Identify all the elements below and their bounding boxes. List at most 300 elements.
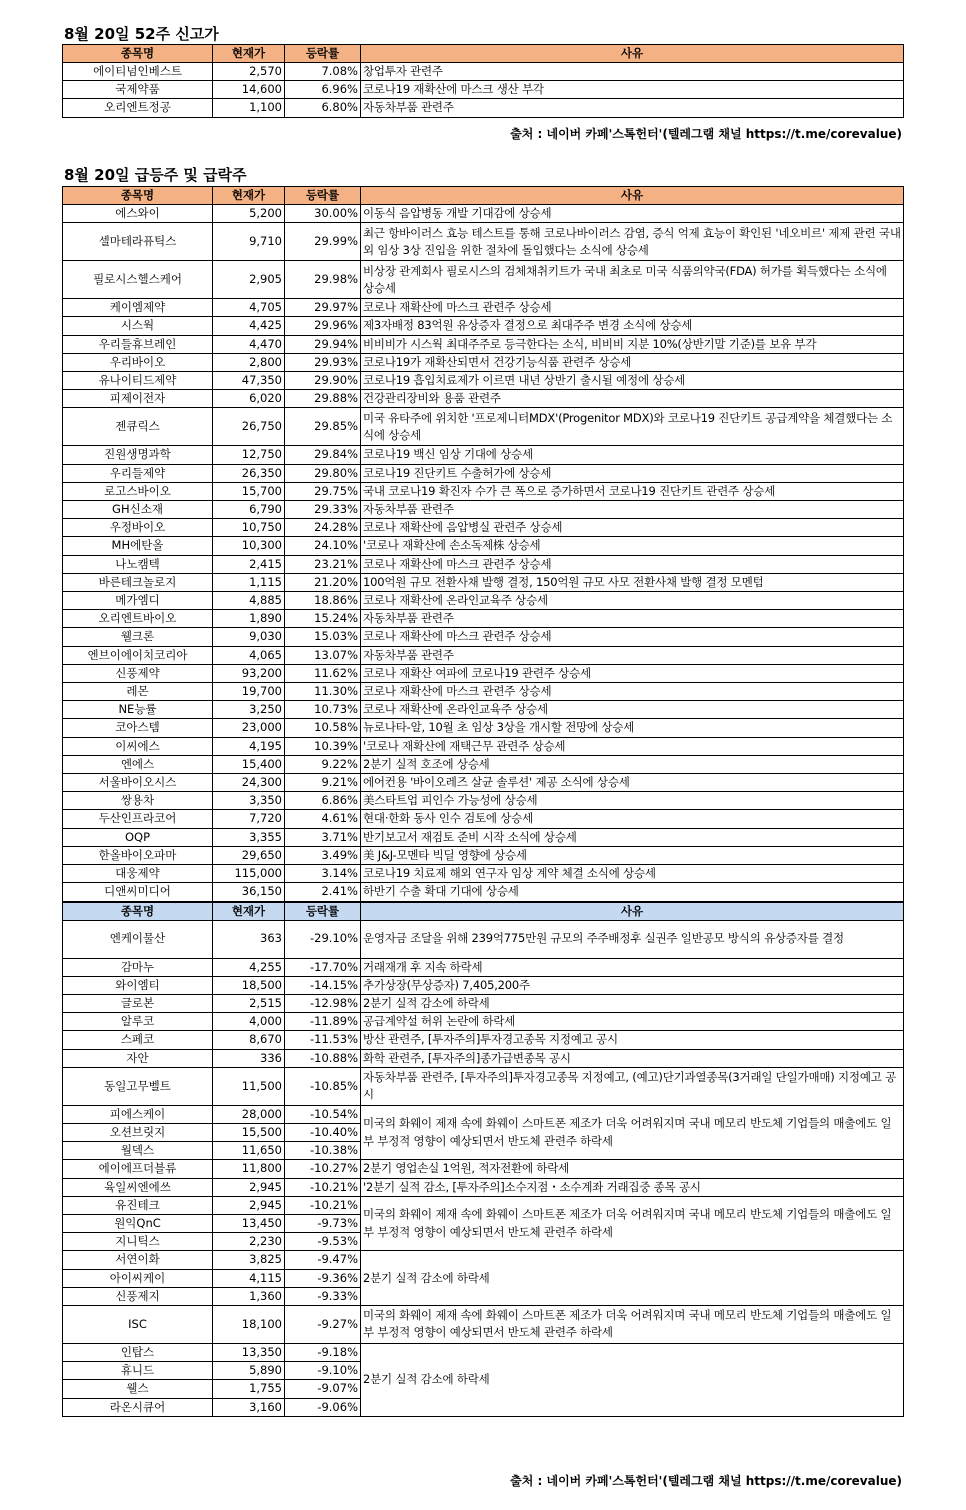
stock-name: 알루코 xyxy=(63,1013,213,1031)
table-row xyxy=(63,519,904,537)
new-high-table xyxy=(62,44,904,118)
stock-name: 서연이화 xyxy=(63,1251,213,1269)
stock-price: 115,000 xyxy=(213,865,285,883)
stock-price: 1,755 xyxy=(213,1380,285,1398)
stock-reason: 비비비가 시스웍 최대주주로 등극한다는 소식, 비비비 지분 10%(상반기말 기준)를 보유 부각 xyxy=(361,335,904,353)
stock-name: 엔브이에이치코리아 xyxy=(63,646,213,664)
stock-price: 29,650 xyxy=(213,846,285,864)
stock-name: 로고스바이오 xyxy=(63,482,213,500)
col-header-name: 종목명 xyxy=(63,45,213,63)
stock-rate: 9.21% xyxy=(285,774,361,792)
stock-reason: 자동차부품 관련주, [투자주의]투자경고종목 지정예고, (예고)단기과열종목(3거래일 단일가매매) 지정예고 공시 xyxy=(361,1067,904,1105)
stock-price: 4,000 xyxy=(213,1013,285,1031)
stock-reason: 코로나 재확산에 온라인교육주 상승세 xyxy=(361,592,904,610)
stock-price: 12,750 xyxy=(213,446,285,464)
stock-rate: 24.10% xyxy=(285,537,361,555)
stock-name: ISC xyxy=(63,1305,213,1343)
stock-reason: 추가상장(무상증자) 7,405,200주 xyxy=(361,976,904,994)
stock-name: 코아스템 xyxy=(63,719,213,737)
table-row xyxy=(63,335,904,353)
stock-name: 신풍제지 xyxy=(63,1287,213,1305)
stock-reason: '코로나 재확산에 손소독제株 상승세 xyxy=(361,537,904,555)
stock-name: 두산인프라코어 xyxy=(63,810,213,828)
col-header-price: 현재가 xyxy=(213,902,285,921)
table-row xyxy=(63,223,904,261)
stock-rate: -9.53% xyxy=(285,1233,361,1251)
stock-reason: 방산 관련주, [투자주의]투자경고종목 지정예고 공시 xyxy=(361,1031,904,1049)
stock-reason: 2분기 실적 호조에 상승세 xyxy=(361,755,904,773)
table-row xyxy=(63,994,904,1012)
table-row xyxy=(63,501,904,519)
stock-price: 14,600 xyxy=(213,81,285,99)
stock-price: 93,200 xyxy=(213,664,285,682)
stock-price: 47,350 xyxy=(213,372,285,390)
stock-name: 시스웍 xyxy=(63,317,213,335)
stock-reason: 자동차부품 관련주 xyxy=(361,501,904,519)
stock-name: 셀마테라퓨틱스 xyxy=(63,223,213,261)
table-row xyxy=(63,719,904,737)
stock-name: 이씨에스 xyxy=(63,737,213,755)
table-row xyxy=(63,755,904,773)
stock-rate: 3.14% xyxy=(285,865,361,883)
table-row xyxy=(63,408,904,446)
stock-rate: 9.22% xyxy=(285,755,361,773)
stock-price: 4,705 xyxy=(213,299,285,317)
stock-price: 28,000 xyxy=(213,1105,285,1123)
stock-price: 363 xyxy=(213,920,285,958)
table-row xyxy=(63,1160,904,1178)
stock-price: 6,020 xyxy=(213,390,285,408)
stock-price: 15,500 xyxy=(213,1123,285,1141)
stock-reason: 최근 항바이러스 효능 테스트를 통해 코로나바이러스 감염, 증식 억제 효능이 확인된 '네오비르' 제제 관련 국내외 임상 3상 진입을 위한 절차에 돌입했다는 소식에 상승세 xyxy=(361,223,904,261)
stock-price: 15,700 xyxy=(213,482,285,500)
stock-rate: -10.21% xyxy=(285,1178,361,1196)
stock-reason: 화학 관련주, [투자주의]종가급변종목 공시 xyxy=(361,1049,904,1067)
stock-name: 오션브릿지 xyxy=(63,1123,213,1141)
stock-rate: 29.98% xyxy=(285,261,361,299)
stock-name: 레몬 xyxy=(63,683,213,701)
stock-price: 26,350 xyxy=(213,464,285,482)
stock-price: 2,905 xyxy=(213,261,285,299)
stock-name: 오리엔트바이오 xyxy=(63,610,213,628)
table-row xyxy=(63,299,904,317)
stock-price: 18,500 xyxy=(213,976,285,994)
table-row xyxy=(63,792,904,810)
stock-reason: 코로나19 흡입치료제가 이르면 내년 상반기 출시될 예정에 상승세 xyxy=(361,372,904,390)
stock-name: 서울바이오시스 xyxy=(63,774,213,792)
table-row xyxy=(63,976,904,994)
stock-name: 에이티넘인베스트 xyxy=(63,63,213,81)
stock-name: 웰스 xyxy=(63,1380,213,1398)
stock-name: 우리들제약 xyxy=(63,464,213,482)
stock-price: 2,945 xyxy=(213,1178,285,1196)
table-row xyxy=(63,828,904,846)
stock-rate: -9.36% xyxy=(285,1269,361,1287)
stock-rate: -29.10% xyxy=(285,920,361,958)
stock-rate: 21.20% xyxy=(285,573,361,591)
stock-name: 진원생명과학 xyxy=(63,446,213,464)
stock-price: 11,650 xyxy=(213,1142,285,1160)
table-row xyxy=(63,1196,904,1214)
stock-name: 휴니드 xyxy=(63,1362,213,1380)
table-row xyxy=(63,737,904,755)
col-header-rate: 등락률 xyxy=(285,45,361,63)
stock-price: 4,470 xyxy=(213,335,285,353)
stock-name: 월덱스 xyxy=(63,1142,213,1160)
table-row xyxy=(63,317,904,335)
stock-reason: '코로나 재확산에 재택근무 관련주 상승세 xyxy=(361,737,904,755)
stock-rate: 11.62% xyxy=(285,664,361,682)
stock-rate: 13.07% xyxy=(285,646,361,664)
stock-reason: 제3자배정 83억원 유상증자 결정으로 최대주주 변경 소식에 상승세 xyxy=(361,317,904,335)
stock-name: 국제약품 xyxy=(63,81,213,99)
col-header-price: 현재가 xyxy=(213,45,285,63)
stock-rate: 29.80% xyxy=(285,464,361,482)
stock-price: 3,350 xyxy=(213,792,285,810)
stock-price: 9,030 xyxy=(213,628,285,646)
stock-name: 쌍용차 xyxy=(63,792,213,810)
table-row xyxy=(63,1067,904,1105)
stock-rate: 10.73% xyxy=(285,701,361,719)
stock-rate: 30.00% xyxy=(285,205,361,223)
stock-price: 36,150 xyxy=(213,883,285,902)
stock-price: 19,700 xyxy=(213,683,285,701)
table-row xyxy=(63,537,904,555)
table-row xyxy=(63,774,904,792)
table-row xyxy=(63,1105,904,1123)
stock-price: 5,890 xyxy=(213,1362,285,1380)
stock-reason: 코로나 재확산에 온라인교육주 상승세 xyxy=(361,701,904,719)
stock-price: 9,710 xyxy=(213,223,285,261)
stock-rate: 29.85% xyxy=(285,408,361,446)
stock-name: 대웅제약 xyxy=(63,865,213,883)
stock-price: 1,890 xyxy=(213,610,285,628)
stock-name: NE능률 xyxy=(63,701,213,719)
stock-price: 3,250 xyxy=(213,701,285,719)
stock-reason: '2분기 실적 감소, [투자주의]소수지점・소수계좌 거래집중 종목 공시 xyxy=(361,1178,904,1196)
table-row xyxy=(63,482,904,500)
table-row xyxy=(63,646,904,664)
stock-reason: 미국의 화웨이 제재 속에 화웨이 스마트폰 제조가 더욱 어려워지며 국내 메모리 반도체 기업들의 매출에도 일부 부정적 영향이 예상되면서 반도체 관련주 하락세 xyxy=(361,1105,904,1160)
stock-name: MH에탄올 xyxy=(63,537,213,555)
stock-reason: 미국의 화웨이 제재 속에 화웨이 스마트폰 제조가 더욱 어려워지며 국내 메모리 반도체 기업들의 매출에도 일부 부정적 영향이 예상되면서 반도체 관련주 하락세 xyxy=(361,1196,904,1251)
stock-reason: 미국의 화웨이 제재 속에 화웨이 스마트폰 제조가 더욱 어려워지며 국내 메모리 반도체 기업들의 매출에도 일부 부정적 영향이 예상되면서 반도체 관련주 하락세 xyxy=(361,1305,904,1343)
table-row xyxy=(63,592,904,610)
stock-name: 우정바이오 xyxy=(63,519,213,537)
table-row xyxy=(63,81,904,99)
stock-rate: -11.53% xyxy=(285,1031,361,1049)
stock-rate: -11.89% xyxy=(285,1013,361,1031)
table-row xyxy=(63,610,904,628)
source-note-2: 출처 : 네이버 카페'스톡헌터'(텔레그램 채널 https://t.me/corevalue) xyxy=(510,1474,902,1488)
table-row xyxy=(63,261,904,299)
stock-rate: -9.10% xyxy=(285,1362,361,1380)
stock-reason: 공급계약설 허위 논란에 하락세 xyxy=(361,1013,904,1031)
stock-name: 오리엔트정공 xyxy=(63,99,213,117)
stock-rate: -10.38% xyxy=(285,1142,361,1160)
stock-price: 7,720 xyxy=(213,810,285,828)
stock-rate: 2.41% xyxy=(285,883,361,902)
table-row xyxy=(63,205,904,223)
table-row xyxy=(63,555,904,573)
table-row xyxy=(63,701,904,719)
stock-rate: 6.80% xyxy=(285,99,361,117)
table-row xyxy=(63,1251,904,1269)
stock-rate: 29.33% xyxy=(285,501,361,519)
stock-name: 우리바이오 xyxy=(63,353,213,371)
stock-name: 엔에스 xyxy=(63,755,213,773)
stock-price: 3,160 xyxy=(213,1398,285,1416)
stock-reason: 코로나 재확산에 마스크 관련주 상승세 xyxy=(361,628,904,646)
stock-price: 4,255 xyxy=(213,958,285,976)
stock-reason: 코로나19 치료제 해외 연구자 임상 계약 체결 소식에 상승세 xyxy=(361,865,904,883)
table-row xyxy=(63,99,904,117)
stock-name: 스페코 xyxy=(63,1031,213,1049)
stock-name: OQP xyxy=(63,828,213,846)
stock-price: 10,300 xyxy=(213,537,285,555)
stock-price: 18,100 xyxy=(213,1305,285,1343)
stock-price: 13,350 xyxy=(213,1343,285,1361)
stock-rate: 29.96% xyxy=(285,317,361,335)
stock-reason: 2분기 실적 감소에 하락세 xyxy=(361,1251,904,1306)
stock-price: 2,415 xyxy=(213,555,285,573)
stock-reason: 반기보고서 재검토 준비 시작 소식에 상승세 xyxy=(361,828,904,846)
stock-rate: 4.61% xyxy=(285,810,361,828)
stock-reason: 美스타트업 피인수 가능성에 상승세 xyxy=(361,792,904,810)
stock-rate: -12.98% xyxy=(285,994,361,1012)
table-row xyxy=(63,865,904,883)
stock-name: 유나이티드제약 xyxy=(63,372,213,390)
stock-rate: 29.97% xyxy=(285,299,361,317)
stock-price: 1,115 xyxy=(213,573,285,591)
movers-table xyxy=(62,186,904,1417)
stock-reason: 이동식 음압병동 개발 기대감에 상승세 xyxy=(361,205,904,223)
col-header-name: 종목명 xyxy=(63,187,213,205)
stock-name: 동일고무벨트 xyxy=(63,1067,213,1105)
stock-price: 23,000 xyxy=(213,719,285,737)
stock-rate: -9.18% xyxy=(285,1343,361,1361)
stock-price: 11,800 xyxy=(213,1160,285,1178)
stock-rate: 29.84% xyxy=(285,446,361,464)
stock-reason: 코로나 재확산에 마스크 관련주 상승세 xyxy=(361,299,904,317)
stock-reason: 2분기 실적 감소에 하락세 xyxy=(361,1343,904,1416)
col-header-rate: 등락률 xyxy=(285,902,361,921)
stock-rate: 6.86% xyxy=(285,792,361,810)
stock-name: 피제이전자 xyxy=(63,390,213,408)
stock-rate: 7.08% xyxy=(285,63,361,81)
stock-name: 젠큐릭스 xyxy=(63,408,213,446)
stock-reason: 현대·한화 동사 인수 검토에 상승세 xyxy=(361,810,904,828)
stock-price: 3,355 xyxy=(213,828,285,846)
table-row xyxy=(63,63,904,81)
stock-price: 4,195 xyxy=(213,737,285,755)
stock-name: 웰크론 xyxy=(63,628,213,646)
stock-price: 24,300 xyxy=(213,774,285,792)
col-header-name: 종목명 xyxy=(63,902,213,921)
stock-name: 자안 xyxy=(63,1049,213,1067)
section2-title: 8월 20일 급등주 및 급락주 xyxy=(64,166,247,184)
stock-rate: 11.30% xyxy=(285,683,361,701)
table-row xyxy=(63,920,904,958)
stock-reason: 미국 유타주에 위치한 '프로제니터MDX'(Progenitor MDX)와 코로나19 진단키트 공급계약을 체결했다는 소식에 상승세 xyxy=(361,408,904,446)
stock-name: 필로시스헬스케어 xyxy=(63,261,213,299)
table-row xyxy=(63,883,904,902)
stock-reason: 100억원 규모 전환사채 발행 결정, 150억원 규모 사모 전환사채 발행 결정 모멘텀 xyxy=(361,573,904,591)
stock-price: 2,800 xyxy=(213,353,285,371)
stock-reason: 뉴로나타-알, 10월 초 임상 3상을 개시할 전망에 상승세 xyxy=(361,719,904,737)
stock-name: 글로본 xyxy=(63,994,213,1012)
stock-reason: 코로나19 백신 임상 기대에 상승세 xyxy=(361,446,904,464)
stock-reason: 美 J&J-모멘타 빅딜 영향에 상승세 xyxy=(361,846,904,864)
col-header-reason: 사유 xyxy=(361,902,904,921)
stock-name: 우리들휴브레인 xyxy=(63,335,213,353)
stock-reason: 코로나 재확산에 마스크 관련주 상승세 xyxy=(361,683,904,701)
table-row xyxy=(63,1013,904,1031)
table-row xyxy=(63,353,904,371)
stock-rate: 23.21% xyxy=(285,555,361,573)
stock-name: 육일씨엔에쓰 xyxy=(63,1178,213,1196)
stock-name: 에이에프더블류 xyxy=(63,1160,213,1178)
table-row xyxy=(63,446,904,464)
stock-price: 336 xyxy=(213,1049,285,1067)
stock-rate: 18.86% xyxy=(285,592,361,610)
stock-price: 8,670 xyxy=(213,1031,285,1049)
table-row xyxy=(63,1031,904,1049)
stock-reason: 운영자금 조달을 위해 239억775만원 규모의 주주배정후 실권주 일반공모 방식의 유상증자를 결정 xyxy=(361,920,904,958)
stock-rate: 10.39% xyxy=(285,737,361,755)
table-row xyxy=(63,1049,904,1067)
table-row xyxy=(63,390,904,408)
table-row xyxy=(63,1178,904,1196)
stock-name: 라온시큐어 xyxy=(63,1398,213,1416)
stock-price: 2,945 xyxy=(213,1196,285,1214)
stock-reason: 2분기 영업손실 1억원, 적자전환에 하락세 xyxy=(361,1160,904,1178)
section1-title: 8월 20일 52주 신고가 xyxy=(64,25,219,43)
stock-reason: 건강관리장비와 용품 관련주 xyxy=(361,390,904,408)
stock-price: 1,100 xyxy=(213,99,285,117)
stock-name: 한올바이오파마 xyxy=(63,846,213,864)
stock-price: 10,750 xyxy=(213,519,285,537)
stock-price: 2,570 xyxy=(213,63,285,81)
stock-price: 5,200 xyxy=(213,205,285,223)
stock-reason: 코로나 재확산 여파에 코로나19 관련주 상승세 xyxy=(361,664,904,682)
stock-name: 와이엠티 xyxy=(63,976,213,994)
col-header-reason: 사유 xyxy=(361,45,904,63)
stock-rate: -9.27% xyxy=(285,1305,361,1343)
stock-price: 4,065 xyxy=(213,646,285,664)
stock-price: 1,360 xyxy=(213,1287,285,1305)
stock-rate: 3.49% xyxy=(285,846,361,864)
stock-reason: 코로나19 재확산에 마스크 생산 부각 xyxy=(361,81,904,99)
stock-rate: -9.33% xyxy=(285,1287,361,1305)
stock-rate: -9.73% xyxy=(285,1214,361,1232)
stock-rate: -9.47% xyxy=(285,1251,361,1269)
stock-price: 2,515 xyxy=(213,994,285,1012)
table-header-falling xyxy=(63,902,904,921)
stock-reason: 비상장 관계회사 필로시스의 검체채취키트가 국내 최초로 미국 식품의약국(FDA) 허가를 획득했다는 소식에 상승세 xyxy=(361,261,904,299)
table-row xyxy=(63,1343,904,1361)
col-header-rate: 등락률 xyxy=(285,187,361,205)
stock-price: 4,425 xyxy=(213,317,285,335)
stock-name: 피에스케이 xyxy=(63,1105,213,1123)
stock-price: 6,790 xyxy=(213,501,285,519)
stock-rate: -10.85% xyxy=(285,1067,361,1105)
stock-price: 26,750 xyxy=(213,408,285,446)
stock-name: 신풍제약 xyxy=(63,664,213,682)
stock-reason: 자동차부품 관련주 xyxy=(361,646,904,664)
stock-reason: 코로나 재확산에 음압병실 관련주 상승세 xyxy=(361,519,904,537)
stock-reason: 코로나19가 재확산되면서 건강기능식품 관련주 상승세 xyxy=(361,353,904,371)
table-row xyxy=(63,810,904,828)
stock-rate: -10.54% xyxy=(285,1105,361,1123)
stock-name: 메가엠디 xyxy=(63,592,213,610)
stock-rate: -10.40% xyxy=(285,1123,361,1141)
col-header-reason: 사유 xyxy=(361,187,904,205)
stock-price: 15,400 xyxy=(213,755,285,773)
table-header xyxy=(63,45,904,63)
stock-rate: 24.28% xyxy=(285,519,361,537)
stock-reason: 하반기 수출 확대 기대에 상승세 xyxy=(361,883,904,902)
stock-rate: -10.21% xyxy=(285,1196,361,1214)
col-header-price: 현재가 xyxy=(213,187,285,205)
stock-name: 감마누 xyxy=(63,958,213,976)
table-row xyxy=(63,683,904,701)
stock-reason: 에어컨용 '바이오레즈 살균 솔루션' 제공 소식에 상승세 xyxy=(361,774,904,792)
stock-reason: 자동차부품 관련주 xyxy=(361,99,904,117)
stock-name: 아이씨케이 xyxy=(63,1269,213,1287)
stock-name: 에스와이 xyxy=(63,205,213,223)
stock-rate: 3.71% xyxy=(285,828,361,846)
table-row xyxy=(63,958,904,976)
stock-reason: 2분기 실적 감소에 하락세 xyxy=(361,994,904,1012)
table-row xyxy=(63,846,904,864)
stock-rate: -9.07% xyxy=(285,1380,361,1398)
stock-name: 지니틱스 xyxy=(63,1233,213,1251)
stock-name: 원익QnC xyxy=(63,1214,213,1232)
stock-reason: 코로나 재확산에 마스크 관련주 상승세 xyxy=(361,555,904,573)
stock-price: 4,885 xyxy=(213,592,285,610)
source-note-1: 출처 : 네이버 카페'스톡헌터'(텔레그램 채널 https://t.me/corevalue) xyxy=(510,127,902,141)
stock-name: 바른테크놀로지 xyxy=(63,573,213,591)
stock-name: 인탑스 xyxy=(63,1343,213,1361)
stock-reason: 창업투자 관련주 xyxy=(361,63,904,81)
stock-rate: 10.58% xyxy=(285,719,361,737)
stock-rate: -9.06% xyxy=(285,1398,361,1416)
stock-rate: 29.93% xyxy=(285,353,361,371)
stock-rate: -17.70% xyxy=(285,958,361,976)
table-row xyxy=(63,628,904,646)
stock-rate: 29.88% xyxy=(285,390,361,408)
table-row xyxy=(63,464,904,482)
stock-name: 디앤씨미디어 xyxy=(63,883,213,902)
stock-rate: 29.99% xyxy=(285,223,361,261)
table-row xyxy=(63,372,904,390)
stock-rate: 29.90% xyxy=(285,372,361,390)
stock-rate: -10.88% xyxy=(285,1049,361,1067)
stock-price: 13,450 xyxy=(213,1214,285,1232)
stock-reason: 국내 코로나19 확진자 수가 큰 폭으로 증가하면서 코로나19 진단키트 관련주 상승세 xyxy=(361,482,904,500)
stock-rate: 6.96% xyxy=(285,81,361,99)
stock-name: 엔케이물산 xyxy=(63,920,213,958)
stock-rate: -14.15% xyxy=(285,976,361,994)
table-row xyxy=(63,573,904,591)
stock-name: GH신소재 xyxy=(63,501,213,519)
stock-rate: -10.27% xyxy=(285,1160,361,1178)
stock-rate: 29.94% xyxy=(285,335,361,353)
table-row xyxy=(63,664,904,682)
stock-name: 나노캠텍 xyxy=(63,555,213,573)
stock-name: 케이엠제약 xyxy=(63,299,213,317)
